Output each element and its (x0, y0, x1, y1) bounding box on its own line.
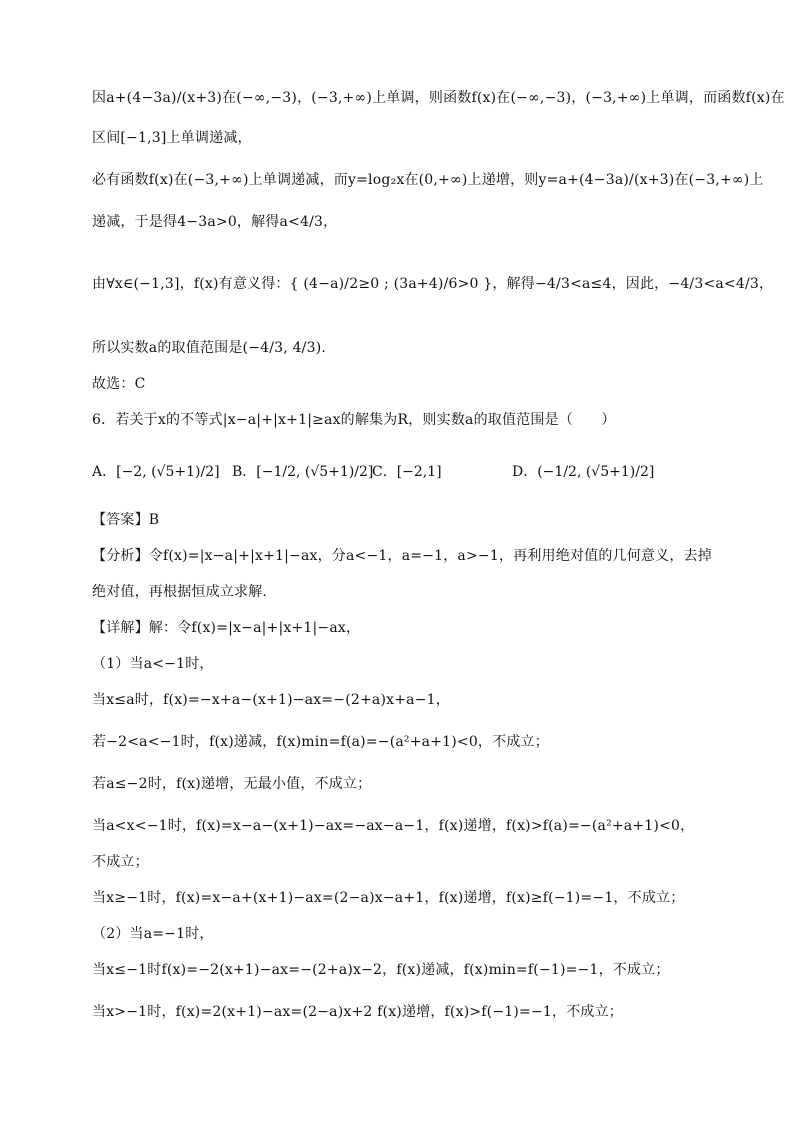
text-line: 若−2<a<−1时，f(x)递减，f(x)min=f(a)=−(a²+a+1)<0，不成立； (92, 734, 549, 750)
text-line: 当x≤−1时f(x)=−2(x+1)−ax=−(2+a)x−2，f(x)递减，f(x)min=f(−1)=−1，不成立； (92, 962, 670, 978)
text-line: （1）当a<−1时， (92, 656, 214, 672)
text-line: 不成立； (92, 854, 149, 870)
text-line: 递减，于是得4−3a>0，解得a<4/3， (92, 214, 338, 230)
text-line: 当x>−1时，f(x)=2(x+1)−ax=(2−a)x+2 f(x)递增，f(x)>f(−1)=−1，不成立； (92, 1004, 623, 1020)
text-line: 当x≥−1时，f(x)=x−a+(x+1)−ax=(2−a)x−a+1，f(x)递增，f(x)≥f(−1)=−1，不成立； (92, 890, 685, 906)
text-line: （2）当a=−1时， (92, 926, 214, 942)
analysis-line: 【分析】令f(x)=|x−a|+|x+1|−ax，分a<−1，a=−1，a>−1，再利用绝对值的几何意义，去掉 (92, 548, 712, 564)
answer-line: 【答案】B (92, 512, 160, 528)
question-stem: 6．若关于x的不等式|x−a|+|x+1|≥ax的解集为R，则实数a的取值范围是（ ） (92, 412, 616, 428)
text-line: 若a≤−2时，f(x)递增，无最小值，不成立； (92, 776, 372, 792)
text-line: 所以实数a的取值范围是(−4/3, 4/3). (92, 340, 327, 356)
solution-line: 【详解】解：令f(x)=|x−a|+|x+1|−ax， (92, 620, 361, 636)
text-line: 绝对值，再根据恒成立求解. (92, 584, 268, 600)
option-d: D．(−1/2, (√5+1)/2] (512, 464, 655, 480)
option-c: C．[−2,1] (372, 464, 442, 480)
text-line: 故选：C (92, 376, 146, 392)
text-line: 因a+(4−3a)/(x+3)在(−∞,−3)，(−3,+∞)上单调，则函数f(x)在(−∞,−3)，(−3,+∞)上单调，而函数f(x)在 (92, 90, 785, 106)
option-a: A．[−2, (√5+1)/2] (92, 464, 220, 480)
option-b: B．[−1/2, (√5+1)/2] (232, 464, 374, 480)
text-line: 当a<x<−1时，f(x)=x−a−(x+1)−ax=−ax−a−1，f(x)递增，f(x)>f(a)=−(a²+a+1)<0， (92, 818, 695, 834)
text-line: 区间[−1,3]上单调递减， (92, 130, 252, 146)
text-line: 当x≤a时，f(x)=−x+a−(x+1)−ax=−(2+a)x+a−1， (92, 692, 450, 708)
text-line: 必有函数f(x)在(−3,+∞)上单调递减，而y=log₂x在(0,+∞)上递增，则y=a+(4−3a)/(x+3)在(−3,+∞)上 (92, 172, 764, 188)
text-line: 由∀x∈(−1,3]，f(x)有意义得：{ (4−a)/2≥0 ; (3a+4)/6>0 }，解得−4/3<a≤4，因此，−4/3<a<4/3， (92, 276, 774, 292)
